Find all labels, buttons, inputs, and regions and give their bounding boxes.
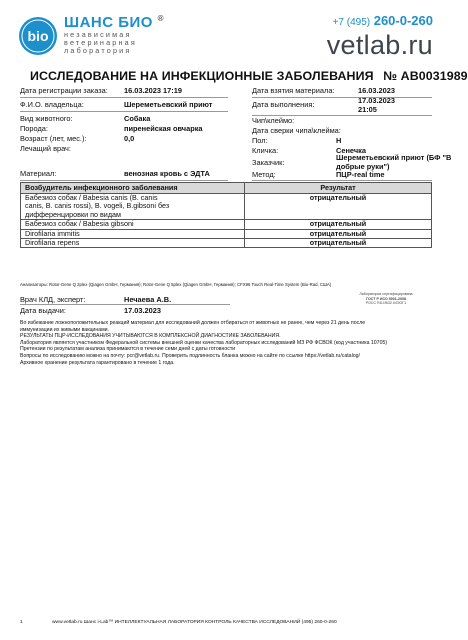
registered-mark: ® [157, 14, 165, 23]
result-cell: отрицательный [245, 220, 432, 229]
sample-date-value: 16.03.2023 [358, 86, 395, 95]
expert-label: Врач КЛД, эксперт: [20, 295, 86, 304]
tagline-3: лаборатория [64, 46, 132, 55]
table-row [21, 239, 432, 248]
phone-number: 260-0-260 [373, 13, 433, 28]
method-label: Метод: [252, 170, 276, 179]
note-line: Во избежание ложноположительных реакций материал для исследований должен отбираться от животных не ранее, чем через 21 день после [20, 320, 366, 326]
page-number: 1 [20, 620, 23, 625]
notes-block [20, 320, 440, 366]
note-line: иммунизации их живыми вакцинами. [20, 326, 109, 333]
table-row [21, 194, 432, 220]
header-result: Результат [245, 183, 432, 194]
pathogen-line: дифференцировки по видам [25, 209, 121, 219]
doctor-label: Лечащий врач: [20, 144, 71, 153]
pathogen-cell: Dirofilaria immitis [21, 229, 245, 238]
chip-label: Чип\клеймо: [252, 116, 295, 125]
sex-value: Н [336, 136, 342, 145]
material-label: Материал: [20, 169, 57, 178]
completed-date-value: 17.03.2023 [358, 96, 395, 105]
method-value: ПЦР-real time [336, 170, 385, 179]
issue-date-label: Дата выдачи: [20, 306, 66, 315]
tagline-2: ветеринарная [64, 38, 137, 47]
bio-logo-icon [18, 16, 58, 56]
result-cell: отрицательный [245, 229, 432, 238]
table-header-row [21, 183, 432, 194]
customer-value-1: Шереметьевский приют (БФ "В [336, 153, 452, 162]
age-value: 0,0 [124, 134, 135, 143]
reg-date-value: 16.03.2023 17:19 [124, 86, 182, 95]
customer-label: Заказчик: [252, 158, 285, 167]
note-line: Архивное хранение результата гарантировано в течение 1 года. [20, 359, 175, 366]
tagline-1: независимая [64, 30, 132, 39]
stamp-line: ГОСТ Р ИСО 9001-2008 [366, 296, 406, 301]
completed-time-value: 21:05 [358, 105, 377, 114]
sample-date-label: Дата взятия материала: [252, 86, 335, 95]
owner-value: Шереметьевский приют [124, 100, 213, 109]
order-no-label: № [383, 69, 398, 83]
chip-check-label: Дата сверки чипа\клейма: [252, 126, 341, 135]
table-row [21, 229, 432, 238]
pathogen-line: Бабезиоз собак / Babesia canis (B. canis [25, 193, 158, 202]
pathogen-cell: Бабезиоз собак / Babesia gibsoni [21, 220, 245, 229]
footer-text: www.vetlab.ru Шанс i-Lab™ ИНТЕЛЛЕКТУАЛЬНАЯ ЛАБОРАТОРИЯ КОНТРОЛЬ КАЧЕСТВА ИССЛЕДОВАНИЙ (495) 260-0-260 [52, 620, 337, 625]
site-url[interactable]: vetlab.ru [326, 30, 433, 60]
breed-value: пиренейская овчарка [124, 124, 203, 133]
note-line: Претензии по результатам анализа принимаются в течение семи дней с даты готовности [20, 346, 236, 353]
certification-stamp [340, 292, 432, 306]
results-table [20, 182, 432, 248]
pet-name-label: Кличка: [252, 146, 279, 155]
brand-block [64, 14, 164, 55]
completed-date-label: Дата выполнения: [252, 100, 315, 109]
pathogen-line: canis, B. canis rossi), B. vogeli, B.gibsoni без [25, 201, 170, 211]
order-number: AB0031989 [400, 69, 468, 83]
result-cell: отрицательный [245, 194, 432, 220]
pathogen-cell [21, 194, 245, 220]
pet-name-value: Сенечка [336, 146, 366, 155]
header-pathogen: Возбудитель инфекционного заболевания [21, 183, 245, 194]
brand-name: ШАНС БИО [64, 14, 153, 31]
logo-text: bio [27, 28, 49, 44]
phone [333, 13, 433, 28]
species-value: Собака [124, 114, 151, 123]
result-cell: отрицательный [245, 239, 432, 248]
species-label: Вид животного: [20, 114, 73, 123]
age-label: Возраст (лет, мес.): [20, 134, 87, 143]
material-value: венозная кровь с ЭДТА [124, 169, 210, 178]
stamp-line: Лаборатория сертифицирована [359, 292, 413, 296]
note-line: Лаборатория является участником Федеральной системы внешней оценки качества лабораторных исследований МЗ РФ ФСВОК (код участника 10705) [20, 339, 388, 346]
reg-date-label: Дата регистрации заказа: [20, 86, 108, 95]
analyzers-note: Анализаторы: Rotor-Gene Q 2plex (Qiagen GmbH, Германия); Rotor-Gene Q 5plex (Qiagen GmbH, Германия); CFX96 Touch Real-Time System (Bio-Rad, США) [20, 282, 332, 287]
customer-value-2: добрые руки") [336, 162, 390, 171]
phone-prefix: +7 (495) [332, 17, 371, 28]
sex-label: Пол: [252, 136, 268, 145]
title-text: ИССЛЕДОВАНИЕ НА ИНФЕКЦИОННЫЕ ЗАБОЛЕВАНИЯ [30, 69, 374, 83]
breed-label: Порода: [20, 124, 48, 133]
page-title [30, 69, 468, 83]
issue-date-value: 17.03.2023 [124, 306, 161, 315]
stamp-line: РОСС RU.И632.04ЭОГ1 [365, 301, 407, 306]
expert-value: Нечаева А.В. [124, 295, 172, 304]
note-line: Вопросы по исследованию можно на почту: pcr@vetlab.ru. Проверить подлинность бланка можно на сайте по ссылке https://vetlab.ru/catalog/ [20, 352, 360, 359]
owner-label: Ф.И.О. владельца: [20, 100, 84, 109]
note-line: РЕЗУЛЬТАТЫ ПЦР-ИССЛЕДОВАНИЯ УЧИТЫВАЮТСЯ В КОМПЛЕКСНОЙ ДИАГНОСТИКЕ ЗАБОЛЕВАНИЯ. [20, 333, 281, 340]
table-row [21, 220, 432, 229]
pathogen-cell: Dirofilaria repens [21, 239, 245, 248]
